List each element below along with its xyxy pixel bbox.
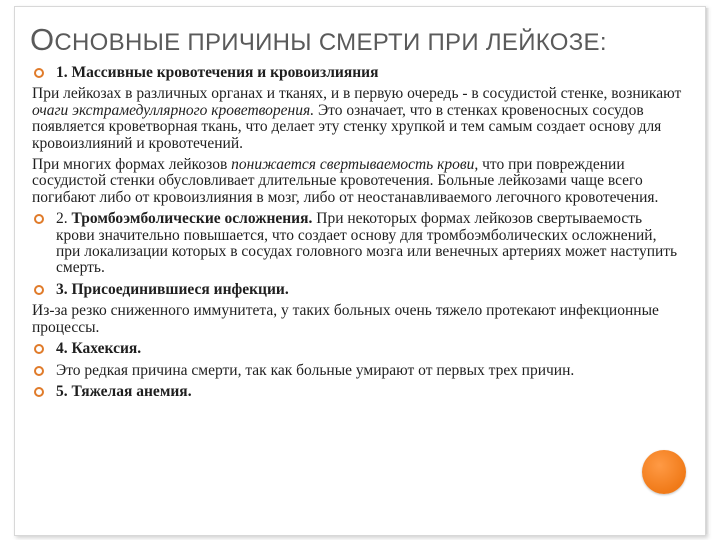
slide-edge-shadow <box>706 8 710 534</box>
bullet-5-text: Это редкая причина смерти, так как больные умирают от первых трех причин. <box>56 361 575 379</box>
slide-content <box>32 65 684 405</box>
bullet-circle-icon <box>34 387 44 397</box>
bullet-6-label: 5. Тяжелая анемия. <box>56 382 192 400</box>
paragraph-2 <box>32 157 684 206</box>
bullet-circle-icon <box>34 68 44 78</box>
bullet-3 <box>32 282 684 298</box>
title-rest: СНОВНЫЕ ПРИЧИНЫ СМЕРТИ ПРИ ЛЕЙКОЗЕ: <box>54 29 607 56</box>
bullet-2-heading: Тромбоэмболические осложнения. <box>71 210 313 228</box>
bullet-1-label: 1. Массивные кровотечения и кровоизлияния <box>56 64 379 81</box>
bullet-circle-icon <box>34 344 44 354</box>
bullet-circle-icon <box>34 366 44 376</box>
bullet-3-label: 3. Присоединившиеся инфекции. <box>56 280 289 298</box>
title-first-letter: О <box>30 22 55 57</box>
paragraph-3: Из-за резко сниженного иммунитета, у таких больных очень тяжело протекают инфекционные процессы. <box>32 302 659 336</box>
bullet-2-text: При некоторых формах лейкозов свертываемость крови значительно повышается, что создает основу для тромбоэмболических осложнений, при локализации которых в сосудах головного мозга или венечных артериях может наступить смерть. <box>56 210 678 277</box>
bullet-4 <box>32 341 684 357</box>
paragraph-2-text-b: что при повреждении сосудистой стенки обусловливает длительные кровотечения. Больные лейкозами чаще всего погибают либо от кровоизлияния в мозг, либо от неостанавливаемого легочного кровотечения. <box>32 156 659 206</box>
paragraph-1-text-b: Это означает, что в стенках кровеносных сосудов появляется кроветворная ткань, что делает эту стенку хрупкой и тем самым создает основу для кровоизлияний и кровотечений. <box>32 101 662 152</box>
paragraph-2-text-a: При многих формах лейкозов <box>32 156 232 174</box>
bullet-6 <box>32 384 684 400</box>
paragraph-1-emphasis: очаги экстрамедуллярного кроветворения. <box>32 101 315 119</box>
paragraph-1-text-a: При лейкозах в различных органах и тканях, и в первую очередь - в сосудистой стенке, возникают <box>32 85 682 103</box>
slide-title <box>30 22 690 58</box>
paragraph-2-emphasis: понижается свертываемость крови, <box>231 156 479 174</box>
bullet-5 <box>32 363 684 379</box>
bullet-1 <box>32 65 684 81</box>
bullet-2-number: 2. <box>56 210 72 228</box>
bullet-circle-icon <box>34 285 44 295</box>
decorative-orange-circle <box>642 450 686 494</box>
bullet-circle-icon <box>34 214 44 224</box>
bullet-4-label: 4. Кахексия. <box>56 340 142 358</box>
paragraph-1 <box>32 86 684 152</box>
bullet-2 <box>32 211 684 277</box>
